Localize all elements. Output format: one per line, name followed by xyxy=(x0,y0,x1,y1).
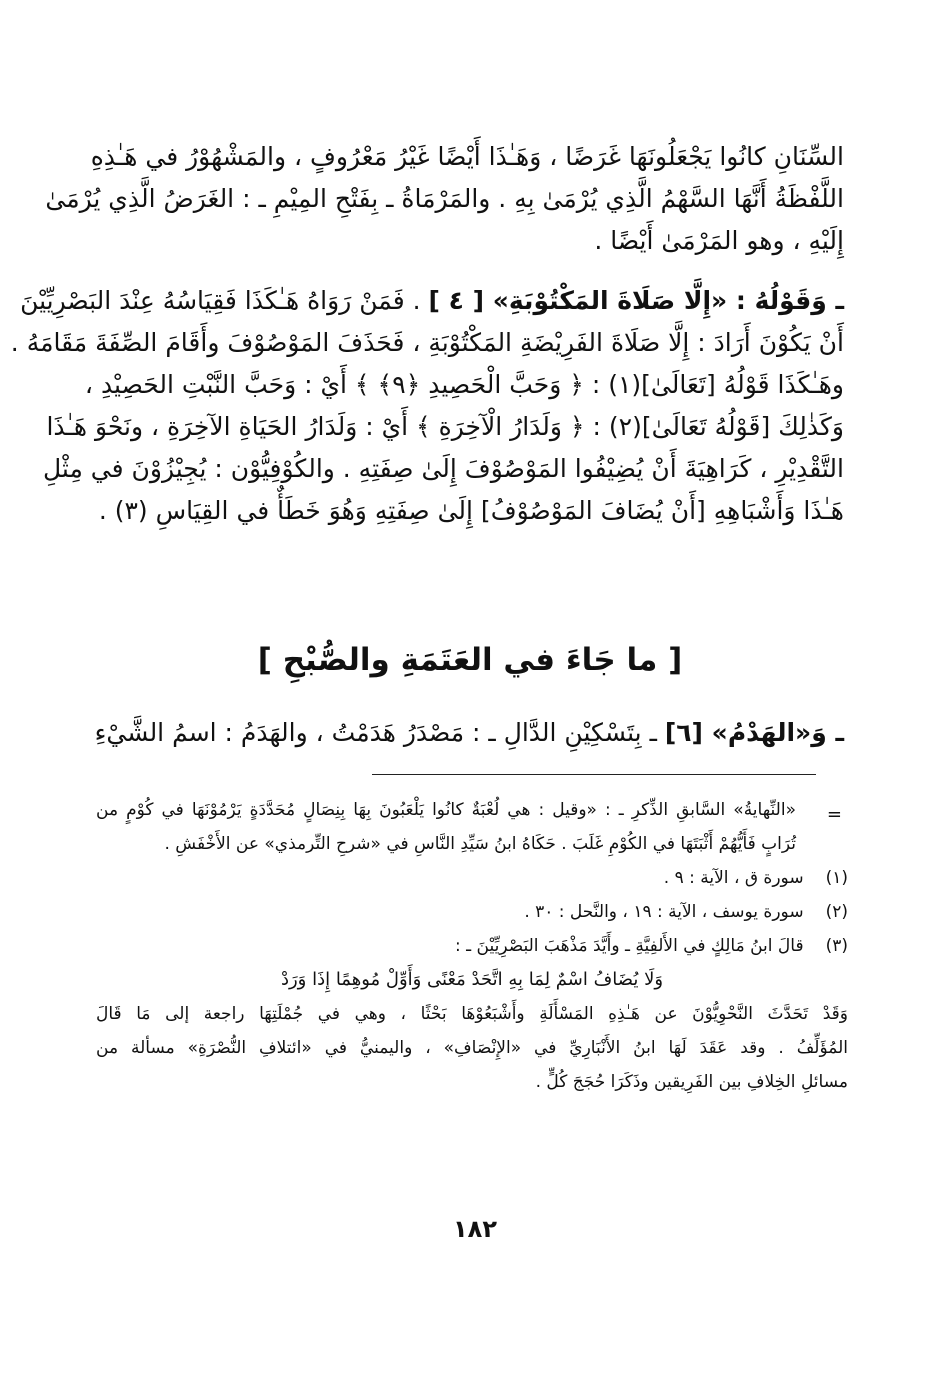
body-line: أَنْ يَكُوْنَ أَرَادَ : إِلَّا صَلَاةَ الفَرِيْضَةِ المَكْتُوْبَةِ ، فَحَذَفَ المَوْصُوْفَ وأَقَامَ الصِّفَةَ مَقَامَهُ . xyxy=(10,328,844,357)
footnote-continuation-mark: = xyxy=(826,804,842,825)
footnote-number: (٣) xyxy=(825,936,848,956)
body-line: هَـٰذَا وَأَشْبَاهِهِ [أَنْ يُضَافَ المَوْصُوْفُ] إِلَىٰ صِفَتِهِ وَهُوَ خَطَأٌ في القِيَاسِ (٣) . xyxy=(98,496,844,525)
body-line: وهَـٰكَذَا قَوْلُهُ [تَعَالَىٰ](١) : ﴿ وَحَبَّ الْحَصِيدِ ﴿٩﴾ ﴾ أَيْ : وَحَبَّ النَّبْتِ الحَصِيْدِ ، xyxy=(84,370,844,399)
entry-lead: ـ وَقَوْلُهُ : «إِلَّا صَلَاةَ المَكْتُوْبَةِ» [ ٤ ] xyxy=(428,286,844,315)
footnote-text: قالَ ابنُ مَالِكٍ في الأَلفِيَّةِ ـ وأَيَّدَ مَذْهَبَ البَصْرِيِّيْنَ ـ : xyxy=(455,936,804,956)
footnote-number: (١) xyxy=(825,868,848,888)
poem-verse: وَلَا يُضَافُ اسْمٌ لِمَا بِهِ اتَّحَدْ مَعْنًى وَأَوِّلْ مُوهِمًا إِذَا وَرَدْ xyxy=(280,969,664,990)
paragraph-start-line xyxy=(96,718,844,760)
footnote-line: «النِّهايةُ» السَّابقِ الذِّكرِ ـ : «وقيل : هي لُعْبَةٌ كانُوا يَلْعَبُونَ بِهَا بِنِصَالٍ مُحَدَّدَةٍ يَرْمُوْنَهَا في كُوْمٍ من xyxy=(96,800,796,820)
main-text xyxy=(10,142,844,538)
body-line: وَكَذٰلِكَ [قَوْلُهُ تَعَالَىٰ](٢) : ﴿ وَلَدَارُ الْآخِرَةِ ﴾ أَيْ : وَلَدَارُ الحَيَاةِ الآخِرَةِ ، ونَحْوَ هَـٰذَا xyxy=(46,412,844,441)
footnote-text: سورة يوسف ، الآية : ١٩ ، والنَّحل : ٣٠ . xyxy=(524,902,804,922)
entry-lead: ـ وَ«الهَدْمُ» [٦] xyxy=(664,718,844,747)
body-line: اللَّفْظَةُ أَنَّهَا السَّهْمُ الَّذِي يُرْمَىٰ بِهِ . والمَرْمَاةُ ـ بِفَتْحِ المِيْمِ ـ : الغَرَضُ الَّذِي يُرْمَىٰ xyxy=(45,184,844,213)
footnotes xyxy=(96,798,848,1104)
footnote-line: المُؤَلِّفُ . وقد عَقَدَ لَهَا ابنُ الأَنْبَارِيِّ في «الإِنْصَافِ» ، واليمنيُّ في «ائتلافِ النُّصْرَةِ» مسألة من xyxy=(96,1038,848,1058)
body-line: التَّقْدِيْرِ ، كَرَاهِيَةَ أَنْ يُضِيْفُوا المَوْصُوْفَ إِلَىٰ صِفَتِهِ . والكُوْفِيُّوْن : يُجِيْزُوْنَ في مِثْلِ xyxy=(42,454,844,483)
footnote-line: وَقَدْ تَحَدَّثَ النَّحْوِيُّوْنَ عن هَـٰذِهِ المَسْأَلَةِ وأَشْبَعُوْهَا بَحْثًا ، وهي في جُمْلَتِهَا راجعة إلى مَا قَالَ xyxy=(96,1004,848,1024)
footnote-item xyxy=(96,934,848,968)
entry-text: ـ بِتَسْكِيْنِ الدَّالِ ـ : مَصْدَرُ هَدَمْتُ ، والهَدَمُ : اسمُ الشَّيْءِ xyxy=(94,718,665,747)
footnote-line: مسائلِ الخِلافِ بين الفَرِيقين وذَكَرَا حُجَجَ كُلٍّ . xyxy=(535,1072,848,1092)
body-line: إِلَيْهِ ، وهو المَرْمَىٰ أَيْضًا . xyxy=(594,226,844,255)
post-heading-text xyxy=(96,718,844,760)
footnote-line: تُرَابٍ فَأَيُّهُمْ أَثْبَتَهَا في الكُوْمِ غَلَبَ . حَكَاهُ ابنُ سَيِّدِ النَّاسِ في «شرحِ التِّرمذي» عن الأَخْفَشِ . xyxy=(164,834,796,854)
body-line: السِّنَانِ كانُوا يَجْعَلُونَهَا غَرَضًا ، وَهَـٰذَا أَيْضًا غَيْرُ مَعْرُوفٍ ، والمَشْهُوْرُ في هَـٰذِهِ xyxy=(90,142,844,171)
footnote-text: سورة ق ، الآية : ٩ . xyxy=(663,868,804,888)
footnote-separator xyxy=(372,774,816,775)
footnote-number: (٢) xyxy=(825,902,848,922)
entry-text: . فَمَنْ رَوَاهُ هَـٰكَذَا فَقِيَاسُهُ عِنْدَ البَصْرِيِّيْنَ xyxy=(20,286,429,315)
page-number: ١٨٢ xyxy=(453,1215,497,1243)
paragraph-start-line xyxy=(20,286,844,328)
footnote-item xyxy=(96,900,848,934)
footnote-item xyxy=(96,866,848,900)
section-heading: [ ما جَاءَ في العَتَمَةِ والصُّبْحِ ] xyxy=(257,642,683,678)
